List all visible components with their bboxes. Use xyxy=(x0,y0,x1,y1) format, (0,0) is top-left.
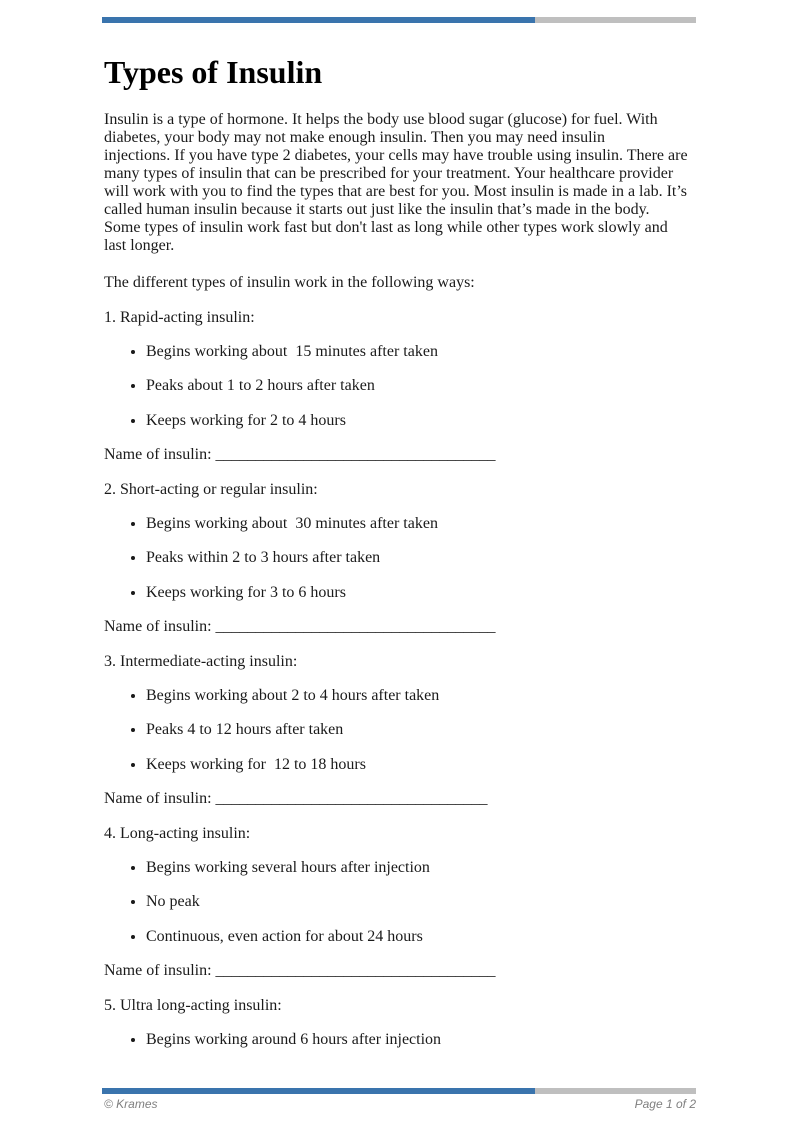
fill-in-blank: ___________________________________ xyxy=(215,446,496,464)
footer xyxy=(104,1097,696,1112)
intro-line: last longer. xyxy=(104,237,175,254)
bullet-item: • Keeps working for 12 to 18 hours xyxy=(146,756,698,774)
section-intermediate-acting xyxy=(104,653,698,809)
bullet-list xyxy=(104,515,698,602)
document-body xyxy=(104,0,698,1049)
bullet-item: • Keeps working for 2 to 4 hours xyxy=(146,412,698,430)
intro-line: will work with you to find the types that are best for you. Most insulin is made in a lab. It’s xyxy=(104,183,688,200)
section-rapid-acting xyxy=(104,309,698,465)
bullet-item: • Begins working about 15 minutes after taken xyxy=(146,343,698,361)
bullet-list xyxy=(104,859,698,946)
page-number: Page 1 of 2 xyxy=(634,1097,696,1111)
page-title: Types of Insulin xyxy=(104,54,323,90)
intro-line: diabetes, your body may not make enough insulin. Then you may need insulin xyxy=(104,129,605,146)
intro-line: Some types of insulin work fast but don't last as long while other types work slowly and xyxy=(104,219,668,236)
accent-bar-gray-segment xyxy=(535,1088,696,1094)
bullet-item: • Peaks 4 to 12 hours after taken xyxy=(146,721,698,739)
bullet-item: • Begins working around 6 hours after injection xyxy=(146,1031,698,1049)
bullet-list xyxy=(104,1031,698,1049)
section-heading: 2. Short-acting or regular insulin: xyxy=(104,480,318,498)
bullet-item: • No peak xyxy=(146,893,698,911)
bullet-item: • Begins working about 30 minutes after taken xyxy=(146,515,698,533)
intro-line: called human insulin because it starts out just like the insulin that’s made in the body. xyxy=(104,201,650,218)
name-of-insulin-label: Name of insulin: xyxy=(104,446,216,464)
section-heading: 5. Ultra long-acting insulin: xyxy=(104,996,282,1014)
bullet-list xyxy=(104,343,698,430)
fill-in-blank: ___________________________________ xyxy=(215,962,496,980)
bullet-item: • Peaks within 2 to 3 hours after taken xyxy=(146,549,698,567)
footer-accent-bar xyxy=(102,1088,696,1094)
fill-in-blank: __________________________________ xyxy=(215,790,488,808)
name-of-insulin-label: Name of insulin: xyxy=(104,618,216,636)
name-of-insulin-line xyxy=(104,790,698,808)
name-of-insulin-line xyxy=(104,618,698,636)
name-of-insulin-label: Name of insulin: xyxy=(104,790,216,808)
bullet-item: • Continuous, even action for about 24 hours xyxy=(146,928,698,946)
section-heading: 4. Long-acting insulin: xyxy=(104,824,251,842)
bullet-item: • Begins working several hours after injection xyxy=(146,859,698,877)
accent-bar-blue-segment xyxy=(102,1088,535,1094)
intro-paragraph xyxy=(104,111,698,255)
intro-line: injections. If you have type 2 diabetes, your cells may have trouble using insulin. There are xyxy=(104,147,688,164)
section-long-acting xyxy=(104,825,698,981)
bullet-list xyxy=(104,687,698,774)
fill-in-blank: ___________________________________ xyxy=(215,618,496,636)
bullet-item: • Peaks about 1 to 2 hours after taken xyxy=(146,377,698,395)
section-heading: 1. Rapid-acting insulin: xyxy=(104,308,255,326)
intro-line: Insulin is a type of hormone. It helps the body use blood sugar (glucose) for fuel. With xyxy=(104,111,658,128)
bullet-item: • Keeps working for 3 to 6 hours xyxy=(146,584,698,602)
copyright-text: © Krames xyxy=(104,1097,158,1111)
name-of-insulin-line xyxy=(104,446,698,464)
section-heading: 3. Intermediate-acting insulin: xyxy=(104,652,298,670)
section-ultra-long-acting xyxy=(104,997,698,1049)
intro-lead-sentence: The different types of insulin work in the following ways: xyxy=(104,274,475,292)
name-of-insulin-label: Name of insulin: xyxy=(104,962,216,980)
name-of-insulin-line xyxy=(104,962,698,980)
intro-line: many types of insulin that can be prescribed for your treatment. Your healthcare provider xyxy=(104,165,674,182)
bullet-item: • Begins working about 2 to 4 hours after taken xyxy=(146,687,698,705)
section-short-acting xyxy=(104,481,698,637)
